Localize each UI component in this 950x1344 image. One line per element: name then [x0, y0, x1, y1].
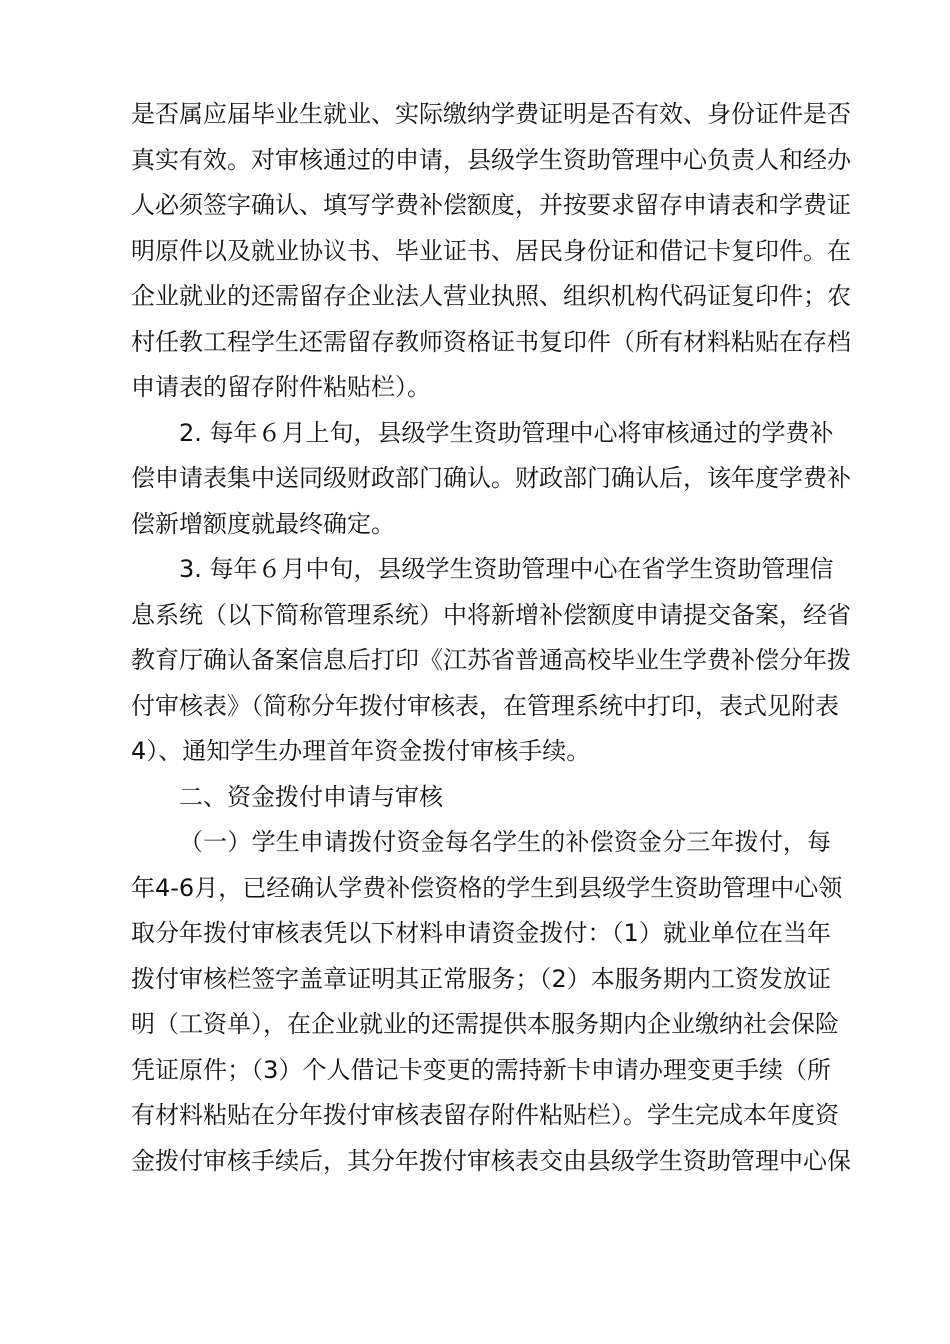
text-line: 3. 每年６月中旬，县级学生资助管理中心在省学生资助管理信: [179, 555, 834, 583]
text-line: （一）学生申请拨付资金每名学生的补偿资金分三年拨付，每: [179, 828, 831, 856]
paragraph-item-3: [131, 547, 851, 775]
text-line: 4）、通知学生办理首年资金拨付审核手续。: [131, 737, 591, 765]
paragraph-item-2: [131, 411, 851, 548]
text-line: 明（工资单），在企业就业的还需提供本服务期内企业缴纳社会保险: [131, 1010, 839, 1038]
document-body: [131, 92, 851, 1184]
text-line: 付审核表》（简称分年拨付审核表，在管理系统中打印，表式见附表: [131, 691, 839, 720]
text-line: 凭证原件；（3）个人借记卡变更的需持新卡申请办理变更手续（所: [131, 1055, 831, 1084]
text-line: 偿申请表集中送同级财政部门确认。财政部门确认后，该年度学费补: [131, 464, 851, 492]
text-line: 申请表的留存附件粘贴栏）。: [131, 373, 431, 401]
text-line: 2. 每年６月上旬，县级学生资助管理中心将审核通过的学费补: [179, 418, 834, 447]
text-line: 是否属应届毕业生就业、实际缴纳学费证明是否有效、身份证件是否: [131, 100, 851, 128]
text-line: 偿新增额度就最终确定。: [131, 509, 395, 538]
text-line: 拨付审核栏签字盖章证明其正常服务；（2）本服务期内工资发放证: [131, 964, 831, 993]
section-title: 二、资金拨付申请与审核: [179, 782, 443, 811]
text-line: 教育厅确认备案信息后打印《江苏省普通高校毕业生学费补偿分年拨: [131, 646, 851, 674]
text-line: 明原件以及就业协议书、毕业证书、居民身份证和借记卡复印件。在: [131, 236, 851, 265]
text-line: 有材料粘贴在分年拨付审核表留存附件粘贴栏）。学生完成本年度资: [131, 1101, 839, 1129]
paragraph-review-requirements: [131, 92, 851, 411]
paragraph-fund-disbursement: [131, 820, 851, 1184]
text-line: 年4-6月，已经确认学费补偿资格的学生到县级学生资助管理中心领: [131, 873, 843, 902]
text-line: 息系统（以下简称管理系统）中将新增补偿额度申请提交备案，经省: [131, 600, 851, 629]
text-line: 取分年拨付审核表凭以下材料申请资金拨付：（1）就业单位在当年: [131, 919, 831, 947]
text-line: 人必须签字确认、填写学费补偿额度，并按要求留存申请表和学费证: [131, 191, 851, 219]
section-heading: [131, 775, 831, 821]
text-line: 金拨付审核手续后，其分年拨付审核表交由县级学生资助管理中心保: [131, 1146, 851, 1175]
text-line: 企业就业的还需留存企业法人营业执照、组织机构代码证复印件；农: [131, 282, 851, 310]
text-line: 真实有效。对审核通过的申请，县级学生资助管理中心负责人和经办: [131, 145, 851, 174]
text-line: 村任教工程学生还需留存教师资格证书复印件（所有材料粘贴在存档: [131, 327, 851, 356]
